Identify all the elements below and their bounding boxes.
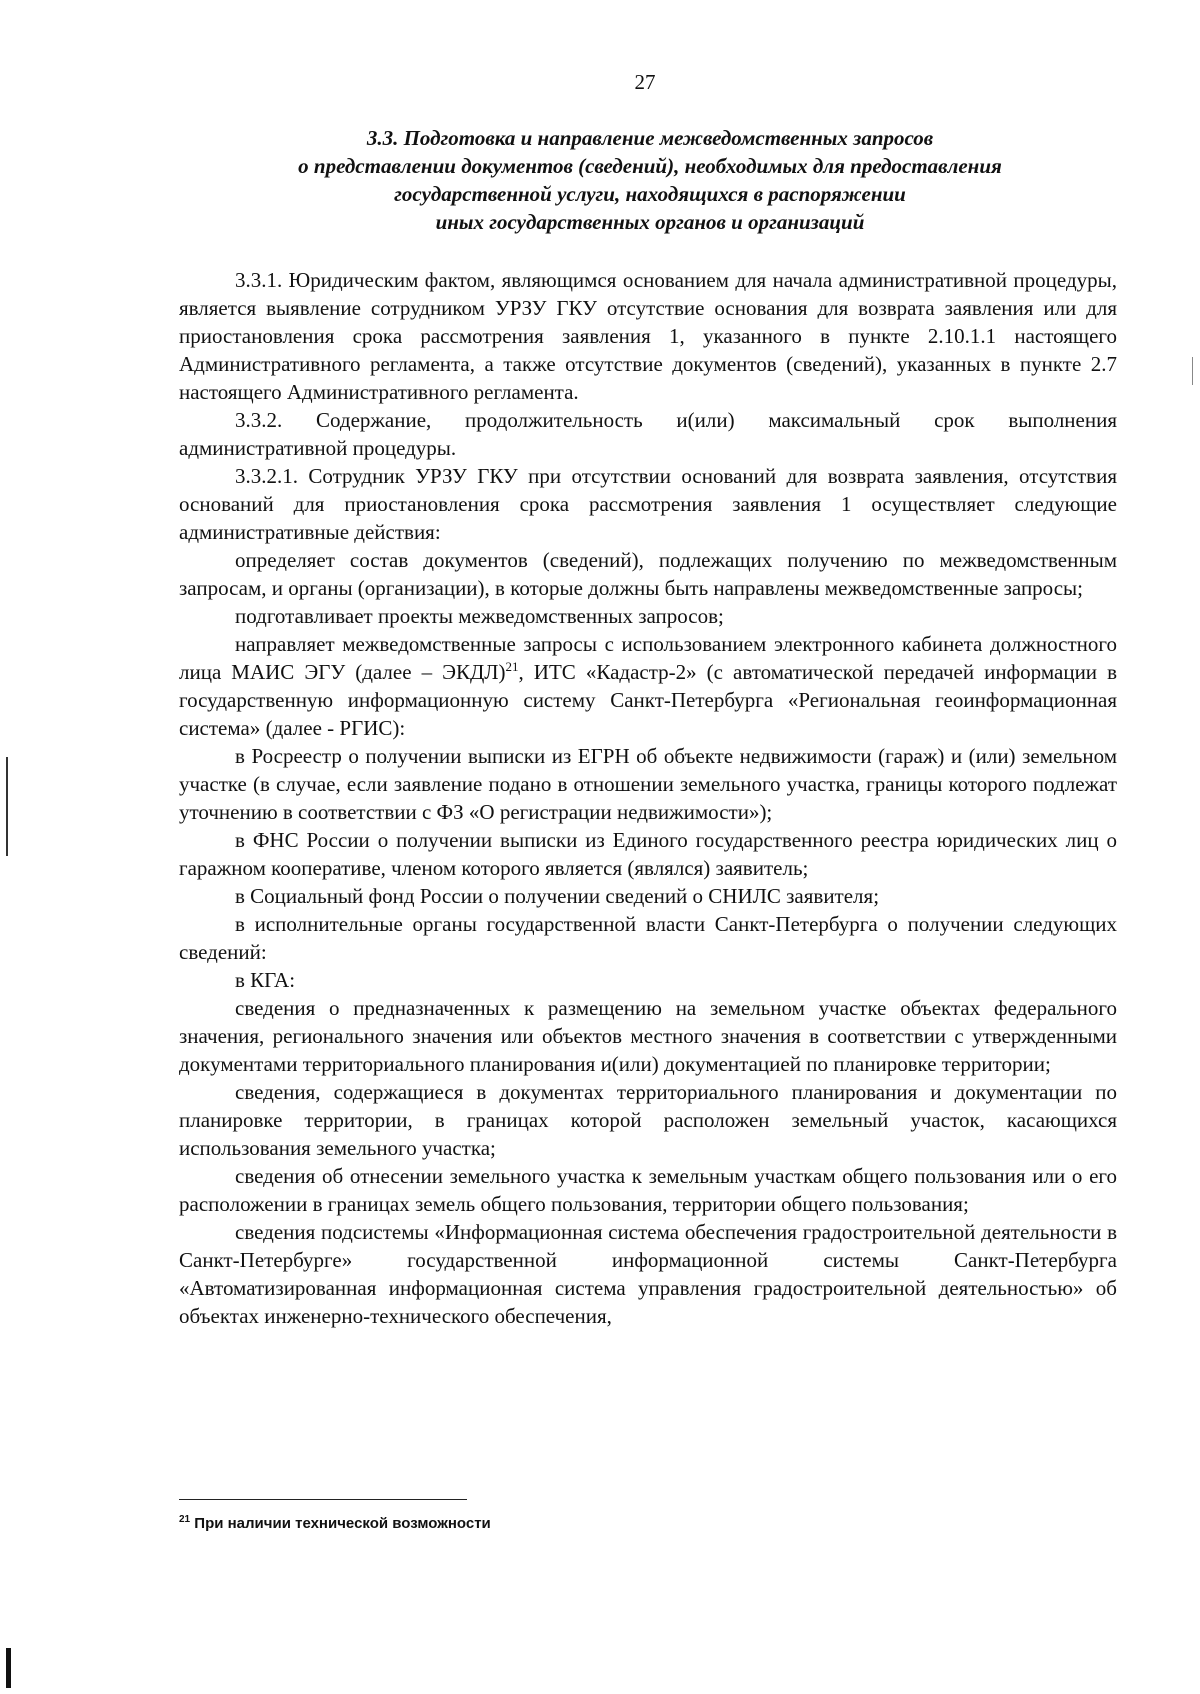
scan-margin-mark xyxy=(1192,357,1193,385)
footnote-separator xyxy=(179,1499,467,1500)
paragraph-3-3-2: 3.3.2. Содержание, продолжительность и(или) максимальный срок выполнения административной процедуры. xyxy=(179,408,1117,460)
list-item-executive-bodies: в исполнительные органы государственной власти Санкт-Петербурга о получении следующих сведений: xyxy=(179,912,1117,964)
list-item-sends-requests xyxy=(179,630,1117,742)
sends-requests-text-end: , ИТС «Кадастр-2» (с автоматической передачей информации в государственную информационную систему Санкт-Петербурга «Региональная геоинформационная система» (далее - РГИС): xyxy=(179,660,1117,740)
list-item-isogd-subsystem: сведения подсистемы «Информационная система обеспечения градостроительной деятельности в Санкт-Петербурге» государственной информационной системы Санкт-Петербурга «Автоматизированная информационная система управления градостроительной деятельностью» об объектах инженерно-технического обеспечения, xyxy=(179,1220,1117,1328)
paragraph-3-3-1: 3.3.1. Юридическим фактом, являющимся основанием для начала административной процедуры, является выявление сотрудником УРЗУ ГКУ отсутствие основания для возврата заявления или для приостановления срока рассмотрения заявления 1, указанного в пункте 2.10.1.1 настоящего Административного регламента, а также отсутствие документов (сведений), указанных в пункте 2.7 настоящего Административного регламента. xyxy=(179,268,1117,404)
list-item-public-use-land: сведения об отнесении земельного участка к земельным участкам общего пользования или о его расположении в границах земель общего пользования, территории общего пользования; xyxy=(179,1164,1117,1216)
footnote-marker: 21 xyxy=(179,1514,191,1525)
list-item-rosreestr: в Росреестр о получении выписки из ЕГРН об объекте недвижимости (гараж) и (или) земельном участке (в случае, если заявление подано в отношении земельного участка, границы которого подлежат уточнению в соответствии с ФЗ «О регистрации недвижимости»); xyxy=(179,744,1117,824)
scan-margin-mark xyxy=(6,1648,11,1688)
footnote-text: При наличии технической возможности xyxy=(190,1515,491,1532)
list-item-kga: в КГА: xyxy=(235,968,296,992)
footnote-reference: 21 xyxy=(505,659,519,674)
list-item-determines-documents: определяет состав документов (сведений), подлежащих получению по межведомственным запросам, и органы (организации), в которые должны быть направлены межведомственные запросы; xyxy=(179,548,1117,600)
sends-requests-text-start: направляет межведомственные запросы с использованием электронного кабинета должностного лица МАИС ЭГУ (далее – ЭКДЛ) xyxy=(179,632,1117,684)
section-heading-line: государственной услуги, находящихся в распоряжении xyxy=(394,182,906,206)
list-item-social-fund: в Социальный фонд России о получении сведений о СНИЛС заявителя; xyxy=(235,884,880,908)
paragraph-3-3-2-1: 3.3.2.1. Сотрудник УРЗУ ГКУ при отсутствии оснований для возврата заявления, отсутствия оснований для приостановления срока рассмотрения заявления 1 осуществляет следующие административные действия: xyxy=(179,464,1117,544)
list-item-planning-documents: сведения, содержащиеся в документах территориального планирования и документации по планировке территории, в границах которой расположен земельный участок, касающихся использования земельного участка; xyxy=(179,1080,1117,1160)
section-heading-line: о представлении документов (сведений), необходимых для предоставления xyxy=(298,154,1002,178)
list-item-federal-objects: сведения о предназначенных к размещению на земельном участке объектах федерального значения, регионального значения или объектов местного значения в соответствии с утвержденными документами территориального планирования и(или) документацией по планировке территории; xyxy=(179,996,1117,1076)
list-item-fns: в ФНС России о получении выписки из Единого государственного реестра юридических лиц о гаражном кооперативе, членом которого является (являлся) заявитель; xyxy=(179,828,1117,880)
list-item-prepares-requests: подготавливает проекты межведомственных запросов; xyxy=(235,604,724,628)
section-heading xyxy=(200,124,1100,236)
document-body xyxy=(179,266,1117,1330)
scan-margin-mark xyxy=(6,757,8,856)
section-heading-line: 3.3. Подготовка и направление межведомственных запросов xyxy=(366,126,934,150)
page-number: 27 xyxy=(634,70,656,94)
section-heading-line: иных государственных органов и организаций xyxy=(435,210,865,234)
footnote xyxy=(179,1514,491,1534)
